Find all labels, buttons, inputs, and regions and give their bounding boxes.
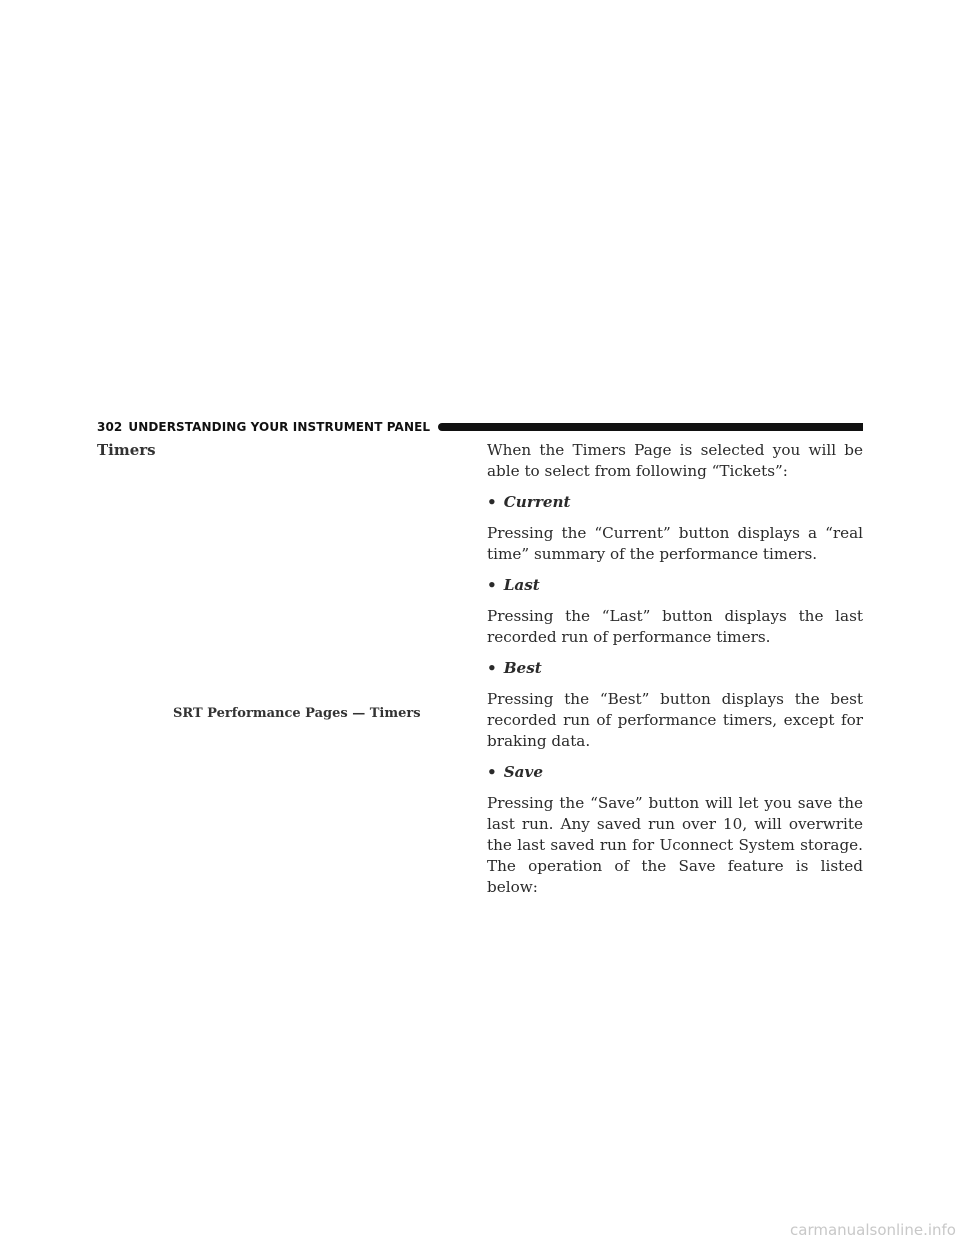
body-column bbox=[487, 440, 863, 898]
bullet-save bbox=[487, 762, 863, 783]
watermark-text: carmanualsonline.info bbox=[790, 1221, 956, 1239]
bullet-label: Last bbox=[503, 576, 540, 594]
header-rule bbox=[438, 423, 863, 431]
section-title: UNDERSTANDING YOUR INSTRUMENT PANEL bbox=[128, 420, 431, 434]
paragraph-save: Pressing the “Save” button will let you save the last run. Any saved run over 10, will overwrite the last saved run for Uconnect System storage. The operation of the Save feature is listed below: bbox=[487, 794, 863, 896]
figure-caption: SRT Performance Pages — Timers bbox=[173, 706, 421, 721]
paragraph-best: Pressing the “Best” button displays the best recorded run of performance timers, except for braking data. bbox=[487, 690, 863, 750]
bullet-icon: • bbox=[487, 576, 497, 594]
bullet-best bbox=[487, 658, 863, 679]
bullet-icon: • bbox=[487, 493, 497, 511]
bullet-label: Current bbox=[503, 493, 571, 511]
bullet-icon: • bbox=[487, 659, 497, 677]
page-header bbox=[97, 418, 863, 436]
paragraph-last: Pressing the “Last” button displays the last recorded run of performance timers. bbox=[487, 607, 863, 646]
bullet-current bbox=[487, 492, 863, 513]
bullet-label: Best bbox=[503, 659, 542, 677]
page-title: Timers bbox=[97, 441, 156, 459]
intro-paragraph: When the Timers Page is selected you will be able to select from following “Tickets”: bbox=[487, 441, 863, 480]
page-number: 302 bbox=[97, 420, 123, 434]
paragraph-current: Pressing the “Current” button displays a “real time” summary of the performance timers. bbox=[487, 524, 863, 563]
bullet-last bbox=[487, 575, 863, 596]
bullet-icon: • bbox=[487, 763, 497, 781]
bullet-label: Save bbox=[503, 763, 544, 781]
